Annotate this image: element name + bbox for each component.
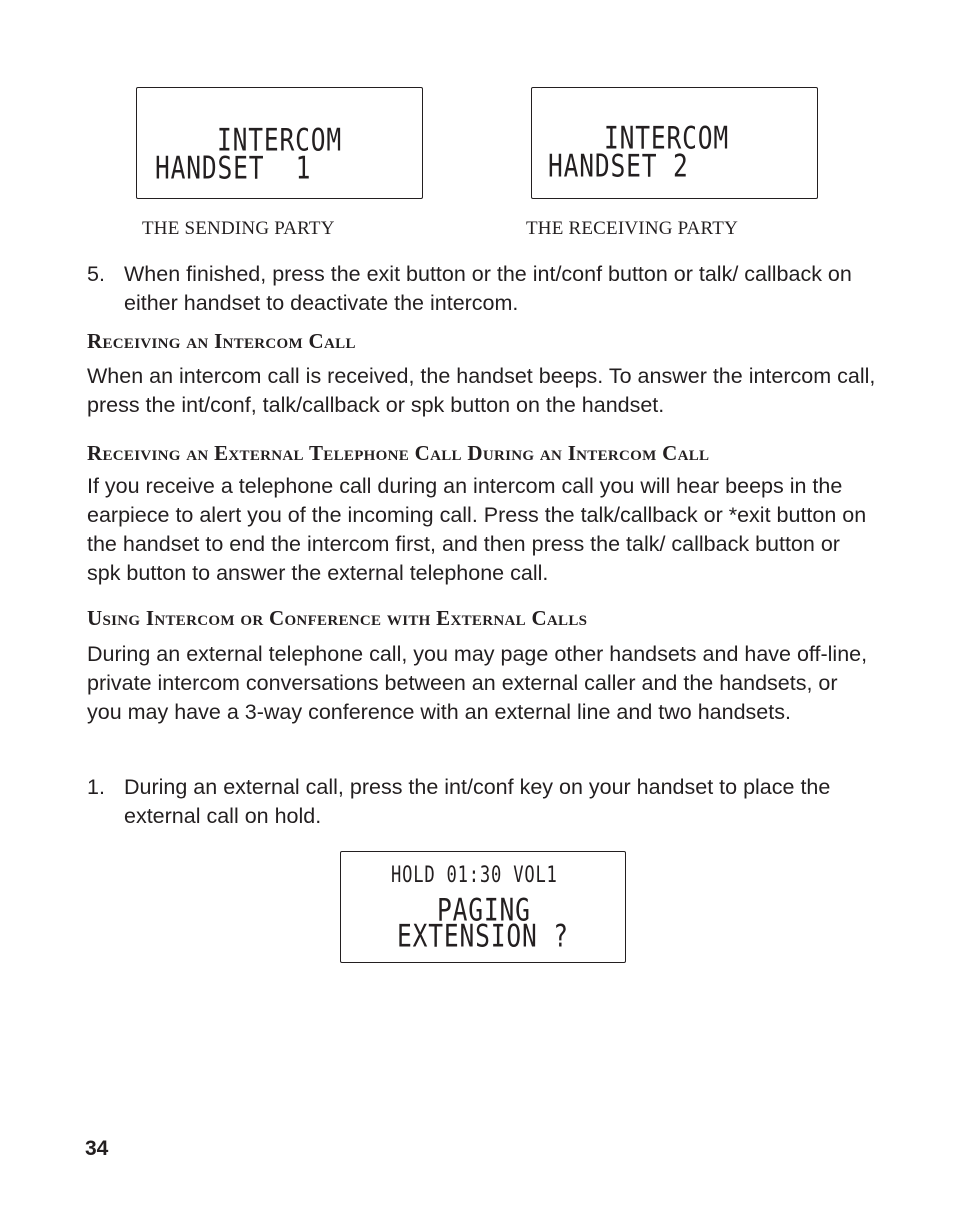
heading-receiving-intercom-call: Receiving an Intercom Call — [87, 329, 356, 353]
paging-display — [340, 851, 626, 963]
heading-using-intercom-conference: Using Intercom or Conference with External Calls — [87, 606, 588, 630]
step-1-number: 1. — [87, 775, 105, 799]
using-intercom-conference-body: During an external telephone call, you may page other handsets and have off-line, private intercom conversations between an external caller and the handsets, or you may have a 3-way conference with an external line and two handsets. — [87, 642, 868, 724]
step-5-text: When finished, press the exit button or the int/conf button or talk/ callback on either handset to deactivate the intercom. — [124, 262, 852, 315]
receiving-intercom-body: When an intercom call is received, the handset beeps. To answer the intercom call, press the int/conf, talk/callback or spk button on the handset. — [87, 364, 876, 417]
sending-party-display — [136, 87, 423, 199]
receiving-display-line1: INTERCOM — [604, 120, 730, 157]
paging-display-status-line: HOLD 01:30 VOL1 — [391, 863, 558, 888]
heading-external-call-during-intercom: Receiving an External Telephone Call During an Intercom Call — [87, 441, 710, 465]
sending-display-line2: HANDSET 1 — [155, 150, 312, 187]
page-number: 34 — [85, 1137, 109, 1160]
receiving-party-display — [531, 87, 818, 199]
step-1-text: During an external call, press the int/conf key on your handset to place the external call on hold. — [124, 775, 831, 828]
paging-display-line3: EXTENSION ? — [397, 918, 569, 955]
paging-display-line2: PAGING — [437, 892, 531, 929]
external-call-during-intercom-body: If you receive a telephone call during an intercom call you will hear beeps in the earpiece to alert you of the incoming call. Press the talk/callback or *exit button on the handset to end the intercom first, and then press the talk/ callback button or spk button to answer the external telephone call. — [87, 474, 867, 585]
step-5 — [87, 260, 877, 318]
sending-party-caption: THE SENDING PARTY — [142, 218, 335, 239]
sending-display-line1: INTERCOM — [217, 122, 343, 159]
step-1 — [87, 773, 877, 831]
step-5-number: 5. — [87, 262, 105, 286]
receiving-party-caption: THE RECEIVING PARTY — [526, 218, 739, 239]
receiving-display-line2: HANDSET 2 — [548, 148, 689, 185]
